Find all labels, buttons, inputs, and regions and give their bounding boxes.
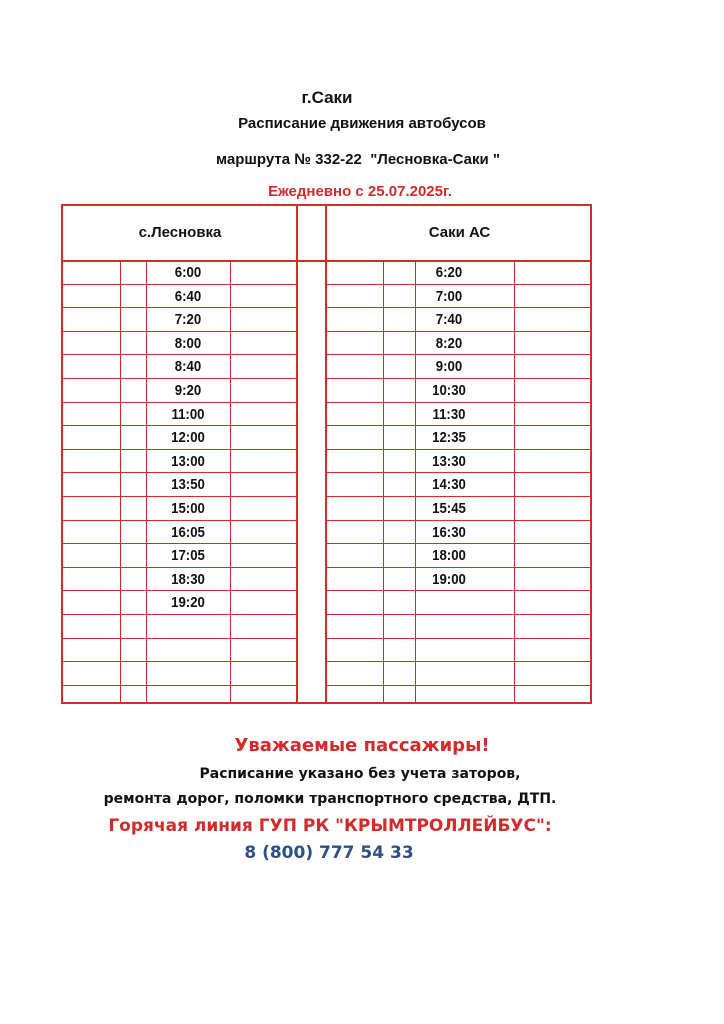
departure-time-saki: 15:45	[432, 500, 466, 517]
row-line-right	[327, 661, 590, 662]
route-title: маршрута № 332-22 "Лесновка-Саки "	[216, 151, 500, 168]
departure-time-saki: 19:00	[432, 570, 466, 588]
column-line	[514, 260, 515, 702]
notice-line-2: ремонта дорог, поломки транспортного средства, ДТП.	[103, 791, 557, 807]
left-stop-header: с.Лесновка	[138, 224, 222, 241]
departure-time-lesnovka: 13:50	[171, 476, 205, 494]
divider-left	[296, 206, 298, 702]
departure-time-saki: 9:00	[435, 358, 463, 376]
right-stop-header: Саки АС	[428, 224, 491, 241]
departure-time-saki: 18:00	[432, 547, 466, 565]
departure-time-lesnovka: 11:00	[171, 405, 205, 423]
daily-validity: Ежедневно с 25.07.2025г.	[268, 183, 452, 200]
column-line	[230, 260, 231, 702]
city-title: г.Саки	[301, 88, 353, 107]
notice-line-1: Расписание указано без учета заторов,	[199, 766, 521, 782]
departure-time-lesnovka: 8:00	[174, 334, 202, 352]
column-line	[383, 260, 384, 702]
header-separator	[63, 260, 590, 262]
row-line-left	[63, 661, 297, 662]
departure-time-lesnovka: 18:30	[171, 570, 205, 588]
column-line	[146, 260, 147, 702]
departure-time-lesnovka: 7:20	[174, 311, 202, 329]
departure-time-lesnovka: 12:00	[171, 429, 205, 447]
departure-time-saki: 12:35	[432, 429, 466, 447]
departure-time-saki: 6:20	[435, 264, 463, 281]
departure-time-saki: 7:40	[435, 311, 463, 329]
departure-time-lesnovka: 6:00	[174, 264, 202, 281]
row-line-left	[63, 685, 297, 686]
departure-time-lesnovka: 8:40	[174, 358, 202, 376]
departure-time-lesnovka: 19:20	[171, 594, 205, 612]
departure-time-saki: 11:30	[432, 405, 466, 423]
departure-time-lesnovka: 15:00	[171, 500, 205, 517]
departure-time-saki: 10:30	[432, 382, 466, 399]
schedule-table	[61, 204, 592, 704]
departure-time-saki: 8:20	[435, 334, 463, 352]
departure-time-lesnovka: 9:20	[174, 382, 202, 399]
departure-time-saki: 7:00	[435, 287, 463, 305]
row-line-right	[327, 638, 590, 639]
row-line-right	[327, 685, 590, 686]
column-line	[120, 260, 121, 702]
departure-time-lesnovka: 13:00	[171, 452, 205, 470]
departure-time-saki: 14:30	[432, 476, 466, 494]
row-line-left	[63, 638, 297, 639]
hotline-phone[interactable]: 8 (800) 777 54 33	[244, 843, 414, 863]
departure-time-lesnovka: 6:40	[174, 287, 202, 305]
departure-time-saki: 13:30	[432, 452, 466, 470]
departure-time-lesnovka: 17:05	[171, 547, 205, 565]
departure-time-lesnovka: 16:05	[171, 523, 205, 541]
schedule-subtitle: Расписание движения автобусов	[238, 115, 486, 132]
divider-right	[325, 206, 327, 702]
row-line-right	[327, 614, 590, 615]
departure-time-saki: 16:30	[432, 523, 466, 541]
passenger-notice: Уважаемые пассажиры!	[234, 735, 490, 756]
hotline-label: Горячая линия ГУП РК "КРЫМТРОЛЛЕЙБУС":	[108, 816, 552, 836]
